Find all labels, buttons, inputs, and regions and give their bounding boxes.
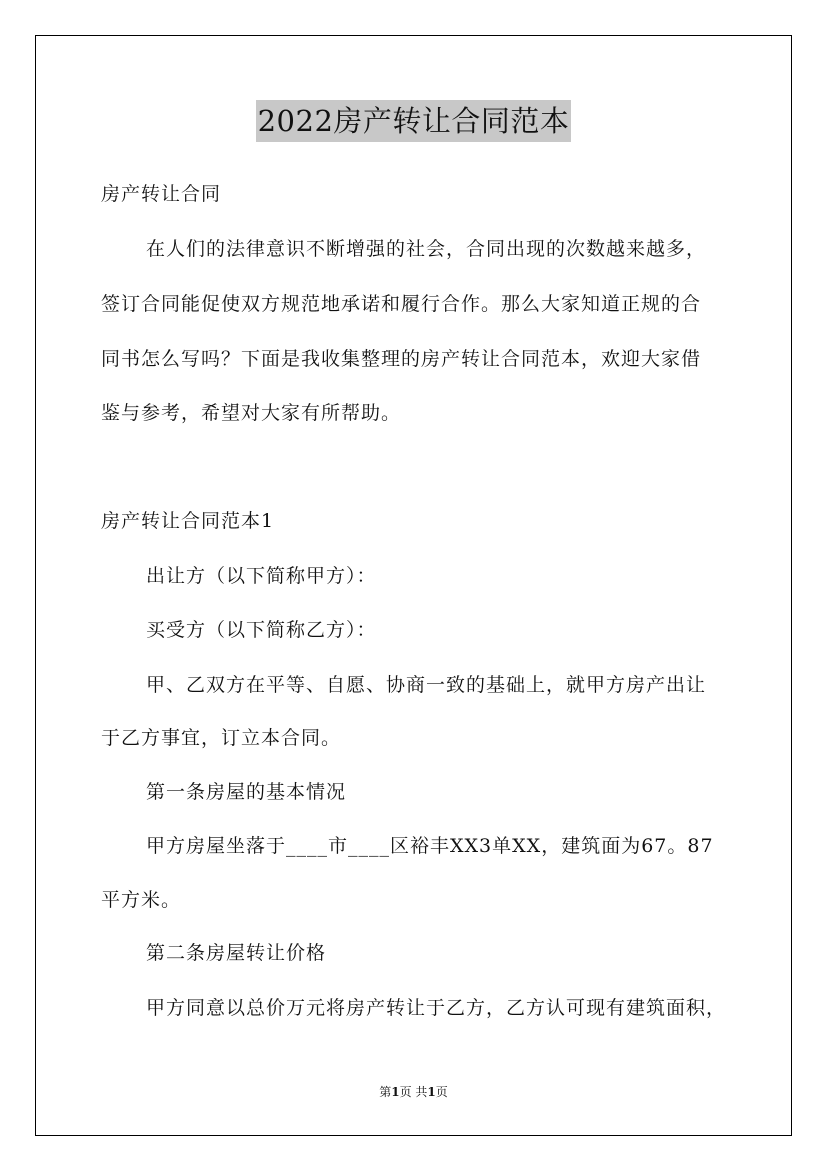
- footer-suffix: 页: [435, 1085, 448, 1099]
- paragraph-line: 鉴与参考，希望对大家有所帮助。: [101, 402, 402, 424]
- paragraph-line: 出让方（以下简称甲方）：: [146, 565, 377, 587]
- document-title: 2022房产转让合同范本: [256, 100, 572, 142]
- total-pages: 1: [427, 1085, 436, 1099]
- paragraph-line: 签订合同能促使双方规范地承诺和履行合作。那么大家知道正规的合: [101, 293, 702, 315]
- paragraph-line: 平方米。: [101, 889, 182, 911]
- page-footer: [0, 1084, 827, 1100]
- section-heading: 房产转让合同: [101, 183, 222, 205]
- paragraph-line: 甲方房屋坐落于____市____区裕丰XX3单XX，建筑面为67。87: [146, 835, 714, 857]
- article-heading: 第一条房屋的基本情况: [146, 781, 347, 803]
- footer-prefix: 第: [379, 1085, 392, 1099]
- paragraph-line: 于乙方事宜，订立本合同。: [101, 727, 342, 749]
- article-heading: 第二条房屋转让价格: [146, 942, 327, 964]
- paragraph-line: 甲方同意以总价万元将房产转让于乙方，乙方认可现有建筑面积，: [146, 997, 727, 1019]
- paragraph-line: 买受方（以下简称乙方）：: [146, 619, 377, 641]
- title-wrap: [0, 100, 827, 142]
- paragraph-line: 在人们的法律意识不断增强的社会，合同出现的次数越来越多，: [146, 238, 707, 260]
- paragraph-line: 甲、乙双方在平等、自愿、协商一致的基础上，就甲方房产出让: [146, 674, 707, 696]
- footer-mid: 页 共: [399, 1085, 428, 1099]
- section-heading: 房产转让合同范本1: [101, 510, 275, 532]
- paragraph-line: 同书怎么写吗？下面是我收集整理的房产转让合同范本，欢迎大家借: [101, 348, 702, 370]
- page-number: 1: [391, 1085, 400, 1099]
